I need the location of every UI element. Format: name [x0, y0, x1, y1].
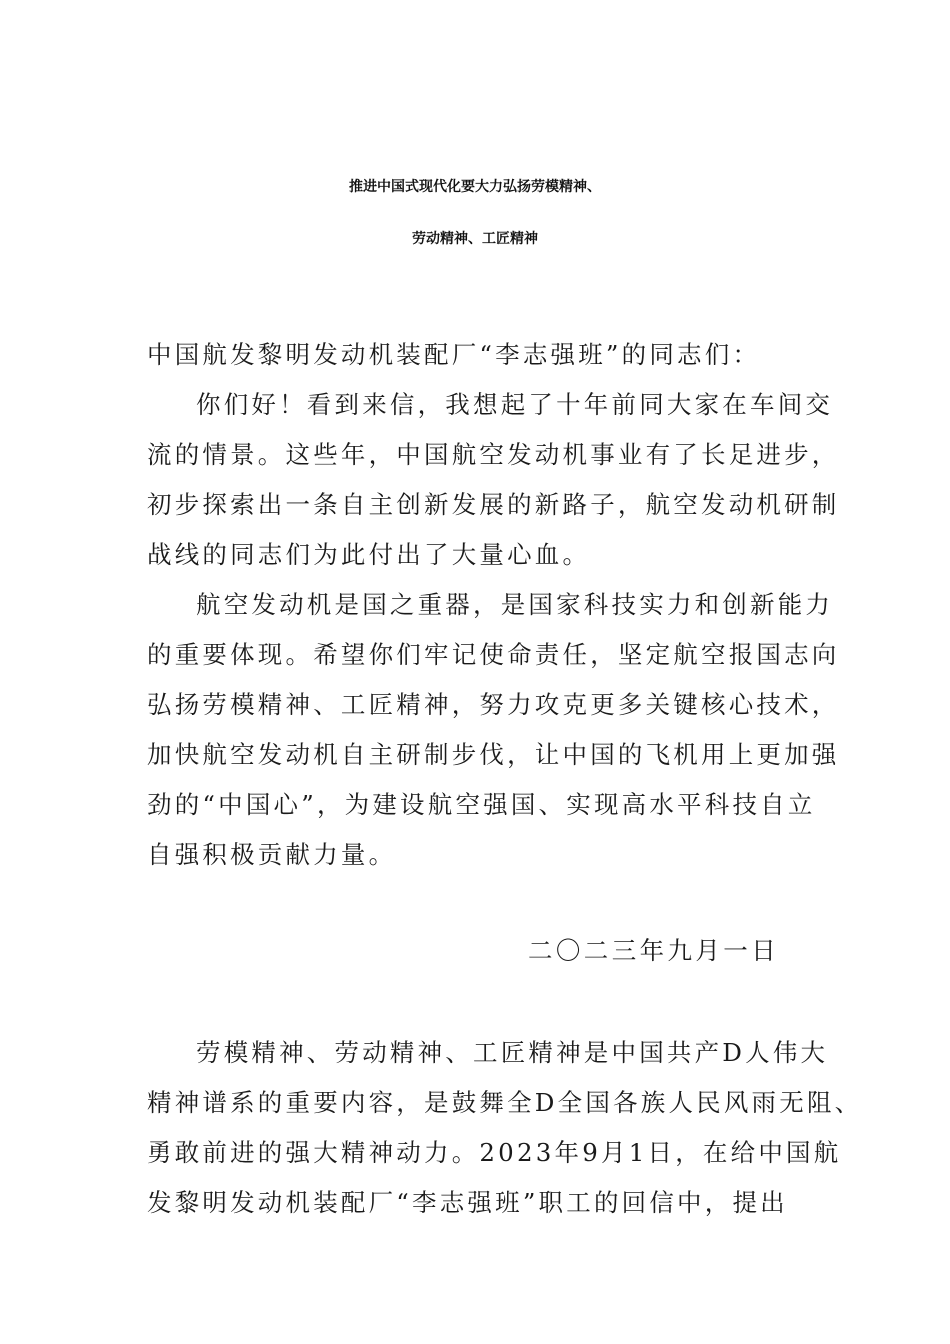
- document-title-line-1: 推进中国式现代化要大力弘扬劳模精神、: [349, 179, 601, 195]
- paragraph-2-line-3: 弘扬劳模精神、工匠精神，努力攻克更多关键核心技术，: [147, 690, 840, 719]
- paragraph-2-line-5: 劲的“中国心”，为建设航空强国、实现高水平科技自立: [147, 790, 816, 819]
- paragraph-2-line-1: 航空发动机是国之重器，是国家科技实力和创新能力: [196, 590, 834, 619]
- paragraph-1-line-3: 初步探索出一条自主创新发展的新路子，航空发动机研制: [147, 490, 840, 519]
- paragraph-1-line-4: 战线的同志们为此付出了大量心血。: [147, 540, 591, 569]
- paragraph-2-line-6: 自强积极贡献力量。: [147, 840, 397, 869]
- paragraph-2-line-4: 加快航空发动机自主研制步伐，让中国的飞机用上更加强: [147, 740, 840, 769]
- paragraph-3-line-3: 勇敢前进的强大精神动力。2023年9月1日，在给中国航: [147, 1138, 842, 1167]
- paragraph-3-line-1: 劳模精神、劳动精神、工匠精神是中国共产D人伟大: [196, 1038, 829, 1067]
- paragraph-1-line-2: 流的情景。这些年，中国航空发动机事业有了长足进步，: [147, 440, 840, 469]
- letter-date: 二〇二三年九月一日: [528, 936, 780, 965]
- paragraph-3-line-4: 发黎明发动机装配厂“李志强班”职工的回信中，提出: [147, 1188, 788, 1217]
- document-title-line-2: 劳动精神、工匠精神: [412, 231, 538, 247]
- paragraph-2-line-2: 的重要体现。希望你们牢记使命责任，坚定航空报国志向: [147, 640, 840, 669]
- paragraph-1-line-1: 你们好！看到来信，我想起了十年前同大家在车间交: [196, 390, 834, 419]
- paragraph-3-line-2: 精神谱系的重要内容，是鼓舞全D全国各族人民风雨无阻、: [147, 1088, 863, 1117]
- salutation: 中国航发黎明发动机装配厂“李志强班”的同志们：: [147, 340, 761, 369]
